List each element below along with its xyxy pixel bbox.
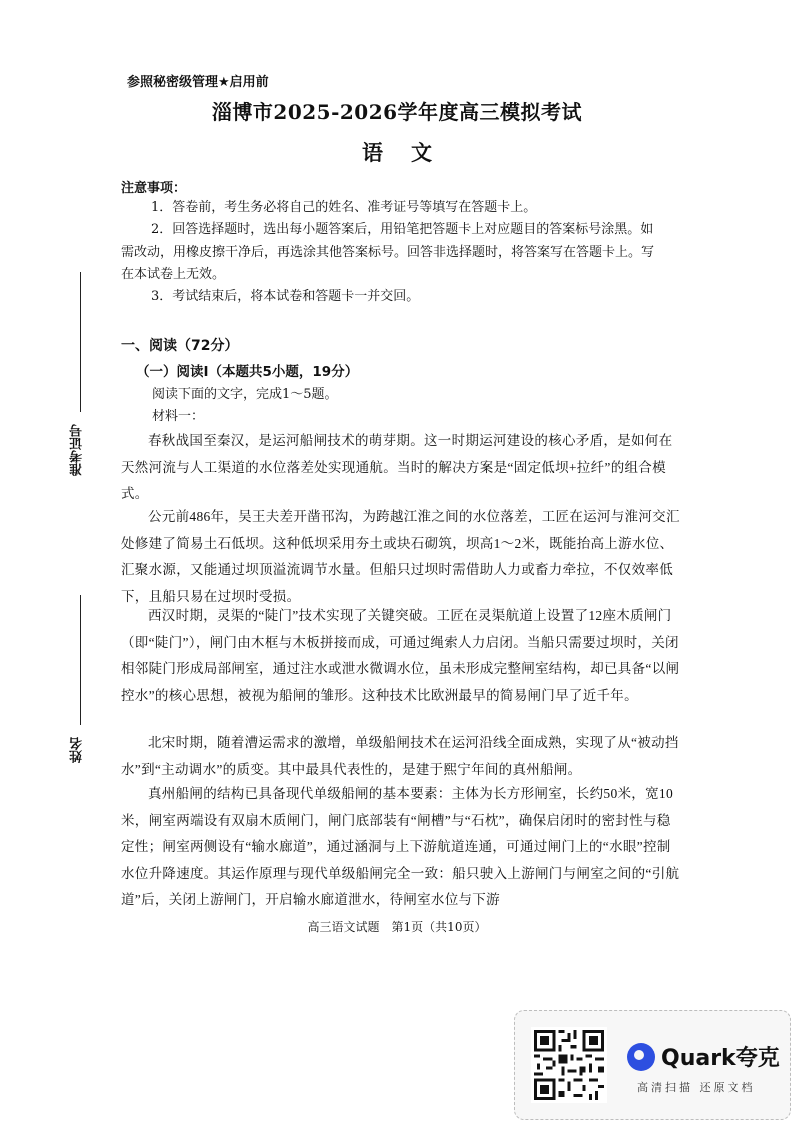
material-paragraph-4: 北宋时期，随着漕运需求的激增，单级船闸技术在运河沿线全面成熟，实现了从“被动挡水”到“主动调水”的质变。其中最具代表性的，是建于熙宁年间的真州船闸。 [121, 735, 679, 777]
notice-item-1: 1．答卷前，考生务必将自己的姓名、准考证号等填写在答题卡上。 [151, 200, 537, 215]
material-paragraph-3: 西汉时期，灵渠的“陡门”技术实现了关键突破。工匠在灵渠航道上设置了12座木质闸门（即“陡门”），闸门由木框与木板拼接而成，可通过绳索人力启闭。当船只需要过坝时，关闭相邻陡门形成局部闸室，通过注水或泄水微调水位，虽未形成完整闸室结构，却已具备“以闸控水”的核心思想，被视为船闸的雏形。这种技术比欧洲最早的简易闸门早了近千年。 [121, 608, 680, 703]
notice-heading: 注意事项： [121, 181, 187, 196]
name-line [80, 595, 81, 725]
quark-watermark [514, 1010, 791, 1120]
quark-tagline: 高清扫描 还原文档 [637, 1081, 756, 1094]
section-heading: 一、阅读（72分） [121, 338, 239, 354]
material-paragraph-5: 真州船闸的结构已具备现代单级船闸的基本要素：主体为长方形闸室，长约50米，宽10米，闸室两端设有双扇木质闸门，闸门底部装有“闸槽”与“石枕”，确保启闭时的密封性与稳定性；闸室两侧设有“输水廊道”，通过涵洞与上下游航道连通，可通过闸门上的“水眼”控制水位升降速度。其运作原理与现代单级船闸完全一致：船只驶入上游闸门与闸室之间的“引航道”后，关闭上游闸门，开启输水廊道泄水，待闸室水位与下游 [121, 786, 680, 907]
quark-logo-icon [627, 1043, 655, 1071]
quark-brand-text: Quark夸克 [661, 1046, 780, 1071]
quark-brand [627, 1041, 780, 1072]
exam-number-line [80, 272, 81, 412]
material-label: 材料一： [152, 409, 205, 424]
confidentiality-label: 参照秘密级管理★启用前 [127, 75, 269, 90]
notice-item-2: 2．回答选择题时，选出每小题答案后，用铅笔把答题卡上对应题目的答案标号涂黑。如需改动，用橡皮擦干净后，再选涂其他答案标号。回答非选择题时，将答案写在答题卡上。写在本试卷上无效。 [121, 222, 655, 282]
subsection-heading: （一）阅读Ⅰ（本题共5小题，19分） [136, 364, 359, 380]
notice-item-3: 3．考试结束后，将本试卷和答题卡一并交回。 [151, 289, 420, 304]
reading-instruction: 阅读下面的文字，完成1～5题。 [152, 387, 338, 402]
exam-number-label: 准考证号 [70, 424, 85, 476]
qr-code-icon [531, 1027, 607, 1103]
material-paragraph-1: 春秋战国至秦汉，是运河船闸技术的萌芽期。这一时期运河建设的核心矛盾，是如何在天然河流与人工渠道的水位落差处实现通航。当时的解决方案是“固定低坝+拉纤”的组合模式。 [121, 433, 673, 501]
name-label: 姓名 [70, 737, 85, 763]
exam-title: 淄博市2025-2026学年度高三模拟考试 [211, 100, 583, 124]
subject-title: 语文 [362, 140, 460, 165]
material-paragraph-2: 公元前486年，吴王夫差开凿邗沟，为跨越江淮之间的水位落差，工匠在运河与淮河交汇处修建了简易土石低坝。这种低坝采用夯土或块石砌筑，坝高1～2米，既能抬高上游水位、汇聚水源，又能通过坝顶溢流调节水量。但船只过坝时需借助人力或畜力牵拉，不仅效率低下，且船只易在过坝时受损。 [121, 509, 680, 604]
page-footer: 高三语文试题 第1页（共10页） [307, 920, 487, 934]
